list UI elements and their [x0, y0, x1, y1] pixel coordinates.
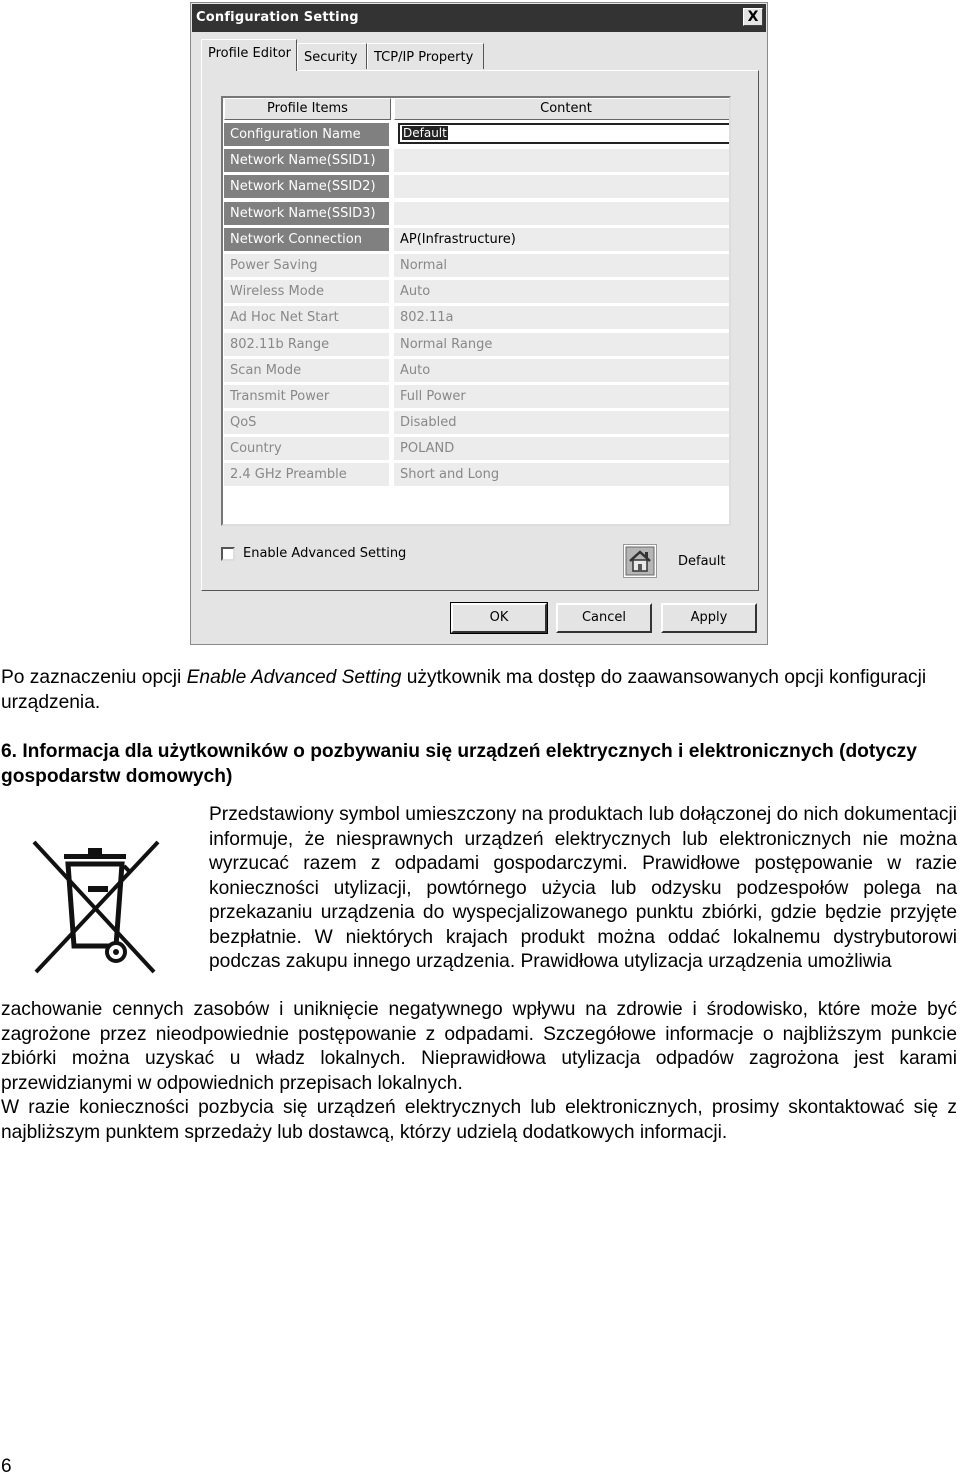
profile-item-name: Wireless Mode: [224, 280, 389, 303]
tab-tcpip-property[interactable]: TCP/IP Property: [367, 43, 484, 69]
configuration-name-value: Default: [403, 126, 447, 140]
profile-item-value: Disabled: [394, 411, 731, 434]
profile-item-name: Network Name(SSID1): [224, 149, 389, 172]
configuration-setting-dialog: [190, 2, 768, 645]
table-row[interactable]: [223, 358, 729, 384]
profile-item-name: QoS: [224, 411, 389, 434]
dialog-title: Configuration Setting: [196, 10, 359, 25]
page-number: 6: [1, 1456, 12, 1477]
profile-item-value[interactable]: AP(Infrastructure): [394, 228, 731, 251]
paragraph-advanced-setting: [1, 666, 957, 715]
header-content: Content: [394, 98, 731, 120]
profile-item-value: 802.11a: [394, 306, 731, 329]
table-row[interactable]: [223, 201, 729, 227]
p1-text-after: użytkownik ma dostęp do zaawansowanych opcji konfiguracji urządzenia.: [1, 667, 927, 713]
configuration-name-input[interactable]: [398, 123, 731, 144]
ok-button[interactable]: OK: [451, 603, 547, 633]
profile-item-name: Ad Hoc Net Start: [224, 306, 389, 329]
table-row[interactable]: [223, 305, 729, 331]
profile-item-value: Full Power: [394, 385, 731, 408]
profile-item-name: Transmit Power: [224, 385, 389, 408]
table-row[interactable]: [223, 279, 729, 305]
table-row[interactable]: [223, 174, 729, 200]
profile-item-value[interactable]: [394, 175, 731, 198]
paragraph-disposal-symbol: Przedstawiony symbol umieszczony na produktach lub dołączonej do nich dokumentacji informuje, że niesprawnych urządzeń elektrycznych lub elektronicznych nie można wyrzucać razem z odpadami gospodarczymi. Prawidłowe postępowanie w razie konieczności utylizacji, powtórnego użycia lub odzysku podzespołów polega na przekazaniu urządzenia do wyspecjalizowanego punktu zbiórki, gdzie będzie przyjęte bezpłatnie. W niektórych krajach produkt można oddać lokalnemu dystrybutorowi podczas zakupu innego urządzenia. Prawidłowa utylizacja urządzenia umożliwia: [209, 804, 957, 972]
profile-item-value: Short and Long: [394, 463, 731, 486]
profile-item-name: Network Connection: [224, 228, 389, 251]
profile-item-name: 802.11b Range: [224, 333, 389, 356]
profile-item-name: Network Name(SSID2): [224, 175, 389, 198]
dialog-titlebar: [192, 4, 766, 32]
table-row[interactable]: [223, 410, 729, 436]
header-profile-items: Profile Items: [224, 98, 391, 120]
paragraph-contact-seller: W razie konieczności pozbycia się urządzeń elektrycznych lub elektronicznych, prosimy skontaktować się z najbliższym punktem sprzedaży lub dostawcą, którzy udzielą dodatkowych informacji.: [1, 1097, 957, 1143]
profile-item-value: POLAND: [394, 437, 731, 460]
profile-item-name: Scan Mode: [224, 359, 389, 382]
section-heading: 6. Informacja dla użytkowników o pozbywaniu się urządzeń elektrycznych i elektronicznych (dotyczy gospodarstw domowych): [1, 741, 917, 787]
profile-item-value[interactable]: [394, 149, 731, 172]
p1-text-before: Po zaznaczeniu opcji: [1, 667, 187, 688]
default-label: Default: [678, 554, 726, 569]
enable-advanced-setting-checkbox[interactable]: [221, 547, 235, 561]
profile-item-value[interactable]: [394, 202, 731, 225]
grid-header: [223, 98, 729, 122]
cancel-button[interactable]: Cancel: [556, 603, 652, 633]
close-button[interactable]: X: [743, 8, 763, 26]
table-row[interactable]: [223, 332, 729, 358]
paragraph-disposal-benefits: zachowanie cennych zasobów i uniknięcie negatywnego wpływu na zdrowie i środowisko, które może być zagrożone przez nieodpowiednie postępowanie z odpadami. Szczegółowe informacje o najbliższym punkcie zbiórki można uzyskać u władz lokalnych. Nieprawidłowa utylizacja odpadów zagrożona jest karami przewidzianymi w odpowiednich przepisach lokalnych.: [1, 999, 957, 1094]
profile-item-value[interactable]: [394, 123, 731, 146]
table-row[interactable]: [223, 148, 729, 174]
crossed-out-wheelie-bin-icon: [30, 838, 162, 976]
profile-item-value: Normal: [394, 254, 731, 277]
grid-rows: [223, 122, 729, 489]
profile-item-name: 2.4 GHz Preamble: [224, 463, 389, 486]
profile-item-value: Auto: [394, 280, 731, 303]
home-icon[interactable]: [623, 544, 657, 578]
profile-item-name: Country: [224, 437, 389, 460]
profile-item-value: Normal Range: [394, 333, 731, 356]
profile-item-name: Power Saving: [224, 254, 389, 277]
profile-item-name: Configuration Name: [224, 123, 389, 146]
p1-emphasis: Enable Advanced Setting: [186, 667, 402, 688]
enable-advanced-setting-label: Enable Advanced Setting: [243, 546, 407, 561]
profile-grid: [221, 96, 731, 526]
table-row[interactable]: [223, 122, 729, 148]
table-row[interactable]: [223, 227, 729, 253]
table-row[interactable]: [223, 253, 729, 279]
tab-security[interactable]: Security: [297, 43, 367, 69]
tab-profile-editor[interactable]: Profile Editor: [201, 39, 297, 71]
apply-button[interactable]: Apply: [661, 603, 757, 633]
table-row[interactable]: [223, 436, 729, 462]
profile-item-value: Auto: [394, 359, 731, 382]
profile-item-name: Network Name(SSID3): [224, 202, 389, 225]
table-row[interactable]: [223, 462, 729, 488]
table-row[interactable]: [223, 384, 729, 410]
